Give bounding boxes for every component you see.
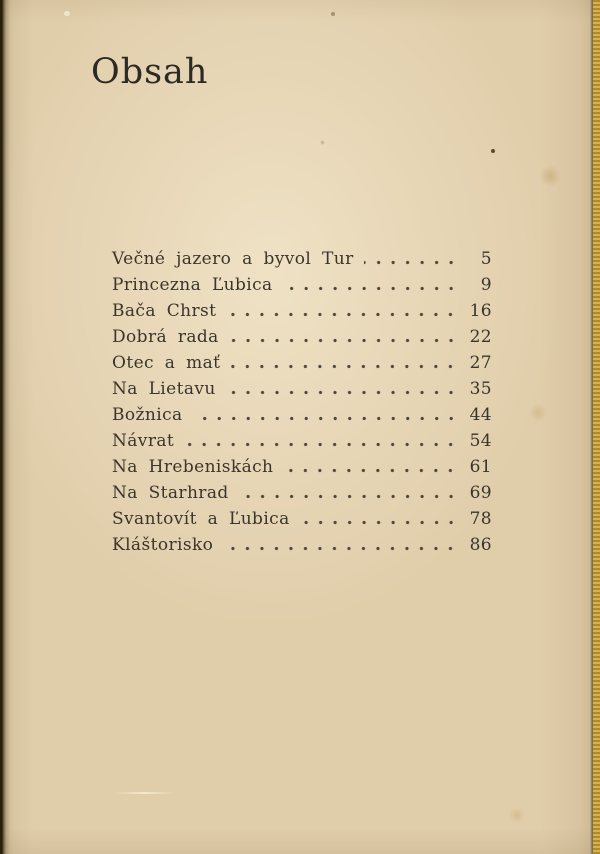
toc-entry-title: Bača Chrst <box>112 301 217 321</box>
book-cover-edge <box>593 0 600 854</box>
toc-entry-page: 9 <box>480 275 492 295</box>
toc-entry <box>112 454 492 480</box>
toc-entry <box>112 376 492 402</box>
toc-entry <box>112 402 492 428</box>
toc-entry-title: Na Hrebeniskách <box>112 457 274 477</box>
toc-entry <box>112 480 492 506</box>
paper-fleck <box>64 11 70 16</box>
dot-leader <box>300 520 458 525</box>
ink-speck <box>491 149 495 153</box>
toc-entry-page: 61 <box>469 457 492 477</box>
dot-leader <box>283 286 458 291</box>
toc-entry-page: 16 <box>469 301 492 321</box>
dot-leader <box>239 494 458 499</box>
toc-entry <box>112 506 492 532</box>
dot-leader <box>226 312 458 317</box>
toc-entry-page: 86 <box>469 535 492 555</box>
toc-entry-page: 78 <box>469 509 492 529</box>
toc-entry <box>112 298 492 324</box>
foxing-stain <box>528 404 548 421</box>
toc-entry <box>112 532 492 558</box>
toc-entry-page: 35 <box>469 379 492 399</box>
toc-entry-title: Svantovít a Ľubica <box>112 509 290 529</box>
foxing-stain <box>320 140 325 145</box>
toc-entry-page: 54 <box>469 431 492 451</box>
toc-list <box>112 246 492 558</box>
toc-entry <box>112 350 492 376</box>
toc-entry-title: Princezna Ľubica <box>112 275 273 295</box>
toc-entry-page: 69 <box>469 483 492 503</box>
toc-entry-title: Otec a mať <box>112 353 221 373</box>
foxing-stain <box>508 808 526 823</box>
dot-leader <box>184 442 458 447</box>
dot-leader <box>283 468 458 473</box>
toc-entry <box>112 324 492 350</box>
ink-speck <box>331 12 335 16</box>
toc-entry-title: Návrat <box>112 431 175 451</box>
toc-entry <box>112 246 492 272</box>
page-title: Obsah <box>91 52 209 92</box>
toc-entry-title: Na Lietavu <box>112 379 216 399</box>
dot-leader <box>226 390 458 395</box>
dot-leader <box>223 546 458 551</box>
dot-leader <box>193 416 458 421</box>
toc-entry-title: Kláštorisko <box>112 535 214 555</box>
toc-entry-title: Dobrá rada <box>112 327 219 347</box>
foxing-stain <box>538 166 562 186</box>
dot-leader <box>364 260 458 265</box>
toc-entry <box>112 428 492 454</box>
dot-leader <box>230 364 458 369</box>
toc-entry-title: Večné jazero a byvol Tur <box>112 249 354 269</box>
toc-entry-page: 27 <box>469 353 492 373</box>
paper-scratch <box>114 792 176 794</box>
toc-entry-page: 5 <box>480 249 492 269</box>
toc-entry-title: Na Starhrad <box>112 483 229 503</box>
page-left-edge <box>0 0 10 854</box>
dot-leader <box>229 338 458 343</box>
toc-entry-page: 44 <box>469 405 492 425</box>
toc-entry-title: Božnica <box>112 405 183 425</box>
toc-entry <box>112 272 492 298</box>
toc-entry-page: 22 <box>469 327 492 347</box>
